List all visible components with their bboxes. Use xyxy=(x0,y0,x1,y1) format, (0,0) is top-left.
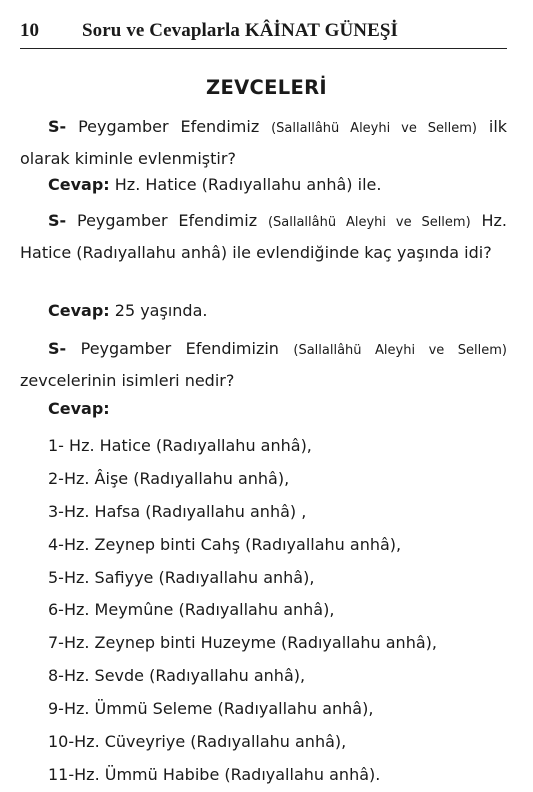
question-3 xyxy=(20,334,507,396)
question-text-cont: Hz. Hatice (Radıyallahu anhâ) ile evlendiğinde kaç yaşında idi? xyxy=(20,211,507,262)
question-text-cont: ilk olarak kiminle evlenmiştir? xyxy=(20,117,508,168)
question-label: S- xyxy=(48,339,67,358)
answer-1 xyxy=(20,170,507,200)
honorific: (Sallallâhü Aleyhi ve Sellem) xyxy=(267,215,471,230)
question-text: Peygamber Efendimizin xyxy=(80,339,279,358)
list-item: 10-Hz. Cüveyriye (Radıyallahu anhâ), xyxy=(48,732,347,752)
wives-list xyxy=(48,430,437,792)
question-label: S- xyxy=(48,117,67,136)
answer-label: Cevap: xyxy=(48,399,110,418)
section-title: ZEVCELERİ xyxy=(206,76,327,99)
page-number: 10 xyxy=(20,20,39,41)
answer-3 xyxy=(20,394,507,424)
list-item: 3-Hz. Hafsa (Radıyallahu anhâ) , xyxy=(48,501,307,521)
honorific: (Sallallâhü Aleyhi ve Sellem) xyxy=(271,121,477,136)
list-item: 4-Hz. Zeynep binti Cahş (Radıyallahu anhâ), xyxy=(48,534,402,554)
answer-text: 25 yaşında. xyxy=(114,301,208,320)
list-item: 2-Hz. Âişe (Radıyallahu anhâ), xyxy=(48,468,290,488)
list-item: 9-Hz. Ümmü Seleme (Radıyallahu anhâ), xyxy=(48,699,374,719)
question-text: Peygamber Efendimiz xyxy=(77,211,258,230)
list-item: 1- Hz. Hatice (Radıyallahu anhâ), xyxy=(48,436,312,455)
page-header xyxy=(20,18,507,49)
question-text-cont: zevcelerinin isimleri nedir? xyxy=(20,371,235,390)
honorific: (Sallallâhü Aleyhi ve Sellem) xyxy=(293,343,507,358)
list-item: 11-Hz. Ümmü Habibe (Radıyallahu anhâ). xyxy=(48,764,381,784)
question-2 xyxy=(20,206,507,268)
question-text: Peygamber Efendimiz xyxy=(78,117,260,136)
list-item: 5-Hz. Safiyye (Radıyallahu anhâ), xyxy=(48,567,315,587)
answer-label: Cevap: xyxy=(48,175,110,194)
question-1 xyxy=(20,112,507,174)
list-item: 7-Hz. Zeynep binti Huzeyme (Radıyallahu anhâ), xyxy=(48,633,437,653)
answer-text: Hz. Hatice (Radıyallahu anhâ) ile. xyxy=(114,175,382,194)
answer-label: Cevap: xyxy=(48,301,110,320)
running-title: Soru ve Cevaplarla KÂİNAT GÜNEŞİ xyxy=(82,20,399,41)
answer-2 xyxy=(20,296,507,326)
list-item: 8-Hz. Sevde (Radıyallahu anhâ), xyxy=(48,666,306,686)
question-label: S- xyxy=(48,211,67,230)
list-item: 6-Hz. Meymûne (Radıyallahu anhâ), xyxy=(48,600,335,620)
